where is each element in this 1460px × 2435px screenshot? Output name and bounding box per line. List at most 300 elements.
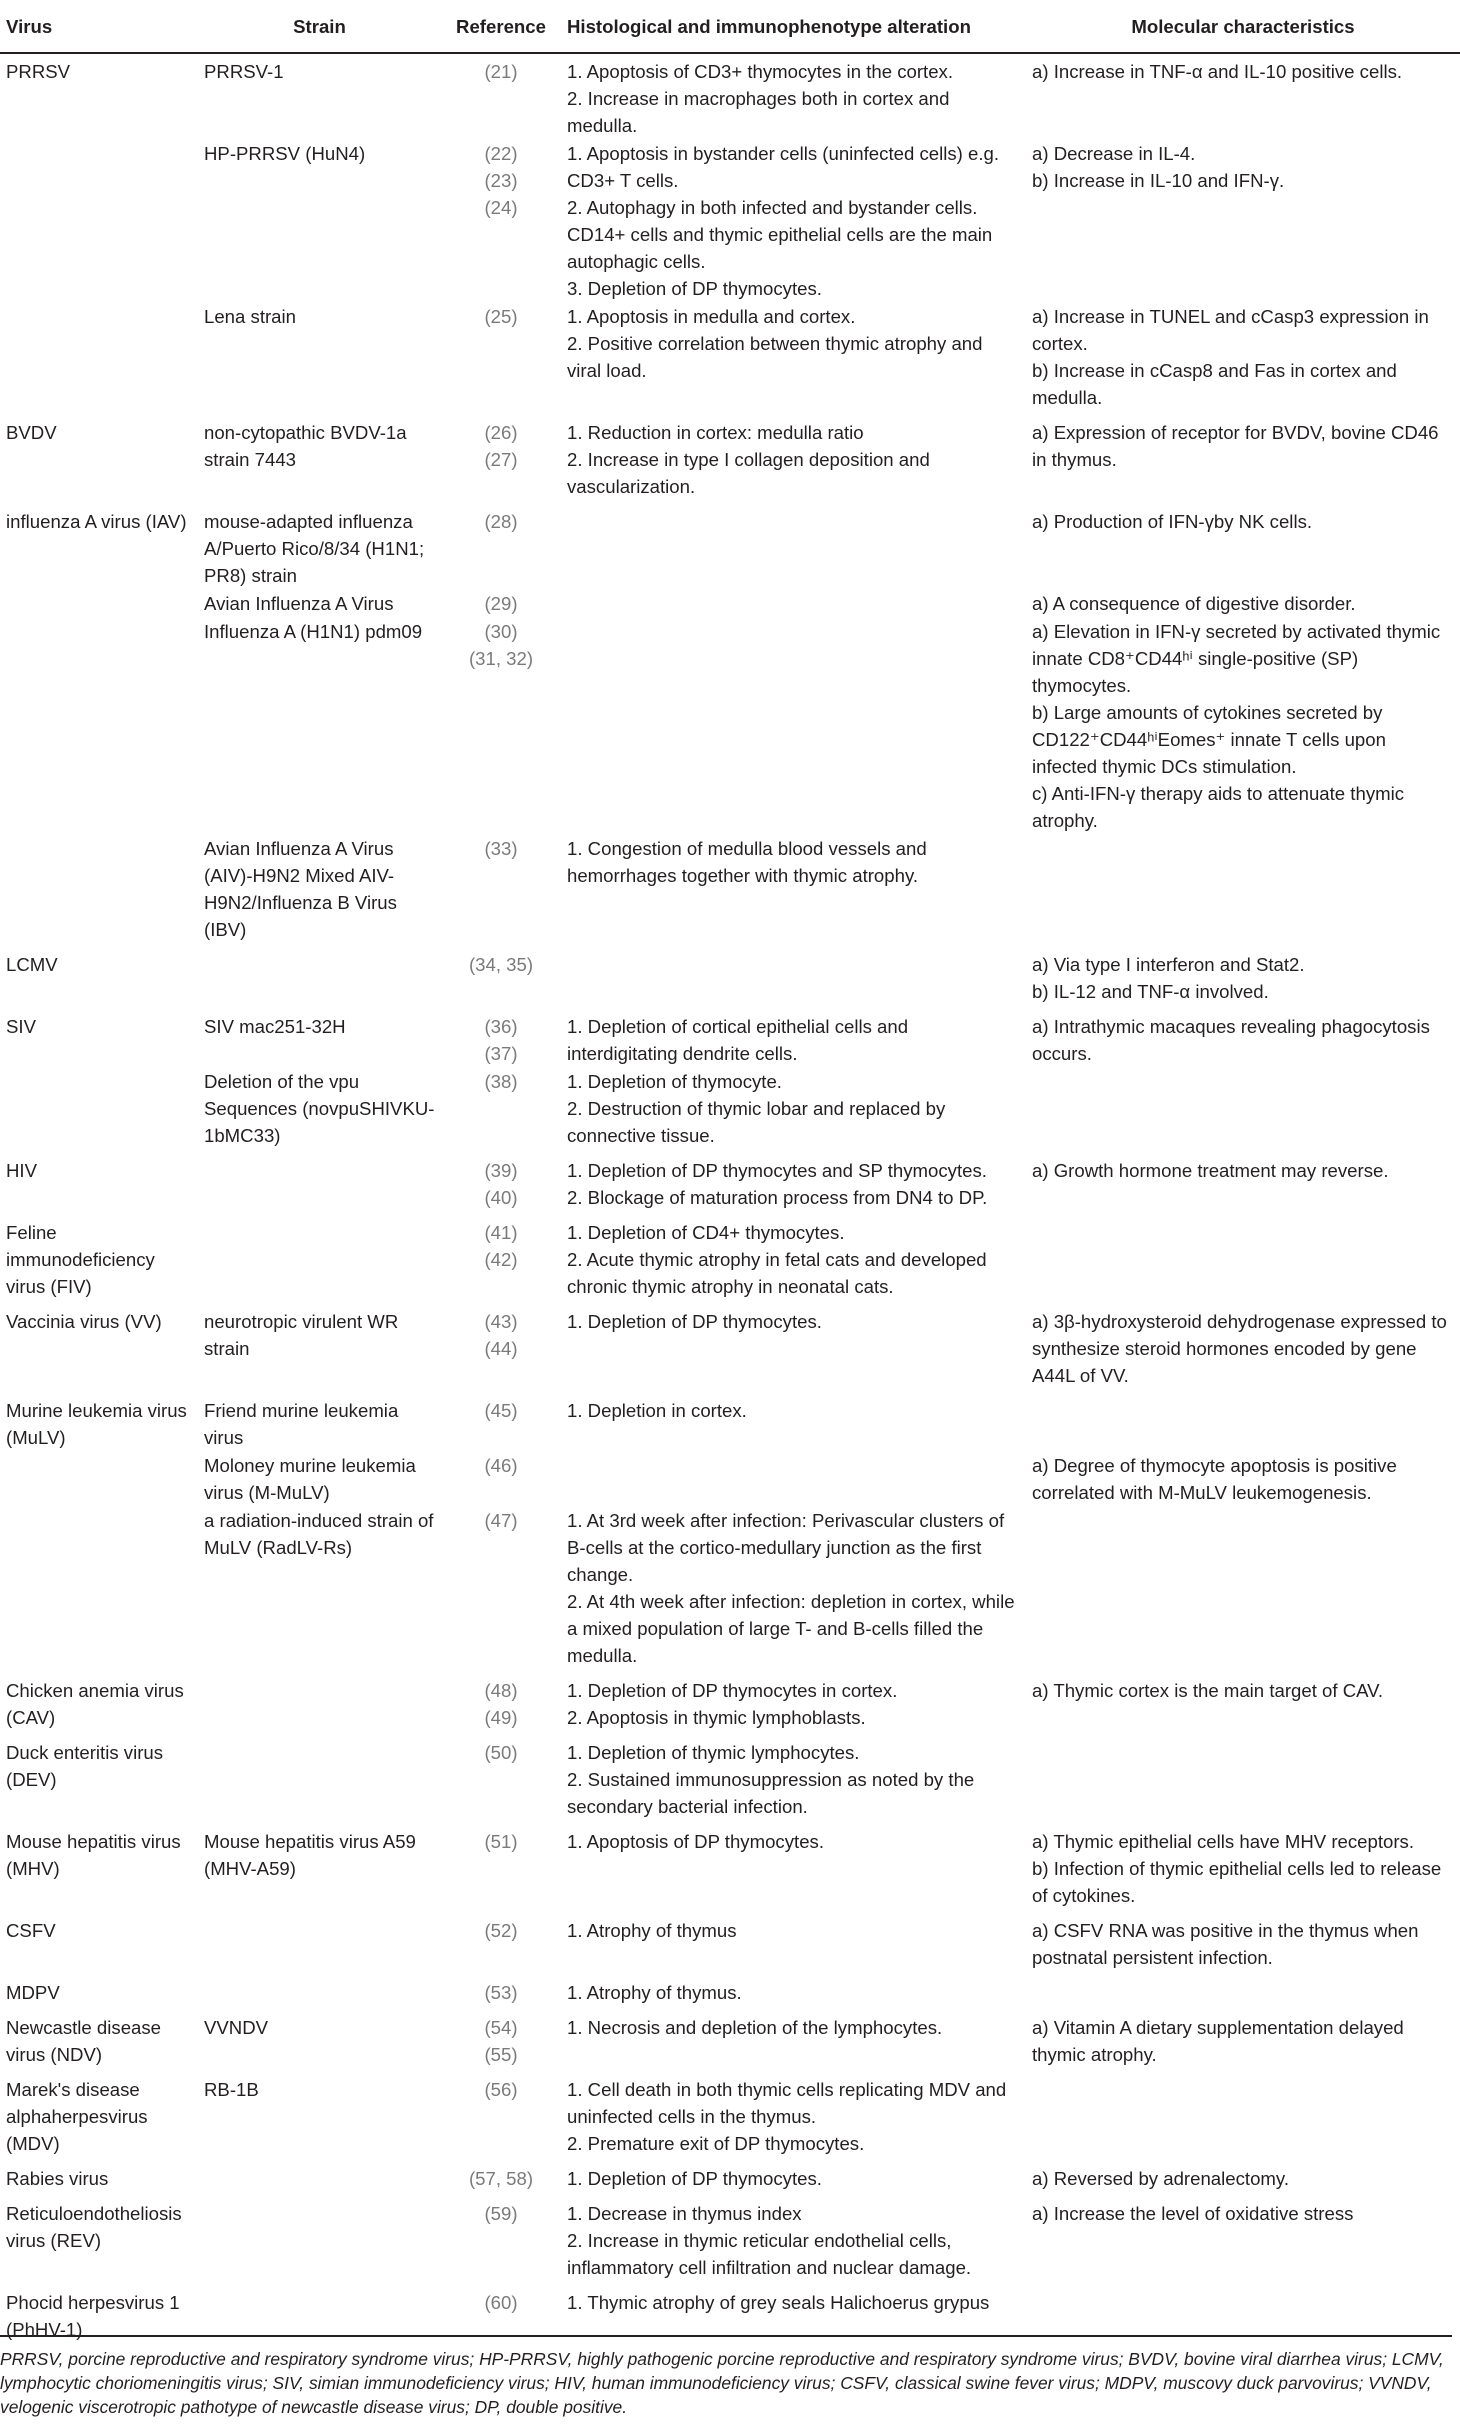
header-strain: Strain — [198, 0, 441, 53]
histology-item: 2. Positive correlation between thymic atrophy and viral load. — [567, 333, 983, 381]
reference-link[interactable]: (38) — [484, 1071, 518, 1092]
virus-cell — [0, 1149, 198, 1211]
histology-item: 1. At 3rd week after infection: Perivascular clusters of B-cells at the cortico-medullary junction as the first change. — [567, 1510, 1005, 1585]
strain-name: non-cytopathic BVDV-1a strain 7443 — [204, 422, 407, 470]
strain-name: mouse-adapted influenza A/Puerto Rico/8/34 (H1N1; PR8) strain — [204, 511, 425, 586]
strain-cell — [198, 1971, 441, 2006]
table-row — [0, 1067, 1460, 1149]
virus-name: Chicken anemia virus (CAV) — [6, 1680, 184, 1728]
strain-cell — [198, 411, 441, 500]
reference-link[interactable]: (54) — [484, 2017, 518, 2038]
histology-item: 2. Autophagy in both infected and bystander cells. CD14+ cells and thymic epithelial cells are the main autophagic cells. — [567, 197, 993, 272]
histology-item: 1. Atrophy of thymus. — [567, 1982, 742, 2003]
reference-link[interactable]: (40) — [484, 1187, 518, 1208]
table-row — [0, 1149, 1460, 1211]
reference-link[interactable]: (26) — [484, 422, 518, 443]
molecular-cell — [1026, 1731, 1460, 1820]
molecular-item: a) Thymic epithelial cells have MHV receptors. — [1032, 1831, 1415, 1852]
reference-link[interactable]: (49) — [484, 1707, 518, 1728]
virus-name: MDPV — [6, 1982, 60, 2003]
virus-name: Phocid herpesvirus 1 (PhHV-1) — [6, 2292, 180, 2340]
strain-cell — [198, 1820, 441, 1909]
reference-cell — [441, 139, 561, 302]
table-header — [0, 0, 1460, 53]
strain-name: Friend murine leukemia virus — [204, 1400, 399, 1448]
histology-cell — [561, 1909, 1026, 1971]
molecular-cell — [1026, 1389, 1460, 1451]
histology-cell — [561, 1731, 1026, 1820]
reference-cell — [441, 1909, 561, 1971]
strain-name: Deletion of the vpu Sequences (novpuSHIVKU-1bMC33) — [204, 1071, 435, 1146]
histology-cell — [561, 1971, 1026, 2006]
histology-item: 2. Sustained immunosuppression as noted by the secondary bacterial infection. — [567, 1769, 975, 1817]
histology-cell — [561, 2157, 1026, 2192]
strain-name: Avian Influenza A Virus (AIV)-H9N2 Mixed AIV-H9N2/Influenza B Virus (IBV) — [204, 838, 397, 940]
strain-cell — [198, 302, 441, 411]
strain-cell — [198, 1506, 441, 1669]
strain-cell — [198, 1300, 441, 1389]
table-row — [0, 617, 1460, 834]
histology-item: 1. Thymic atrophy of grey seals Halichoerus grypus — [567, 2292, 990, 2313]
virus-cell — [0, 1300, 198, 1389]
strain-name: Mouse hepatitis virus A59 (MHV-A59) — [204, 1831, 416, 1879]
virus-cell — [0, 1731, 198, 1820]
reference-cell — [441, 1300, 561, 1389]
reference-link[interactable]: (28) — [484, 511, 518, 532]
molecular-cell — [1026, 1669, 1460, 1731]
table-row — [0, 2192, 1460, 2281]
molecular-item: a) CSFV RNA was positive in the thymus when postnatal persistent infection. — [1032, 1920, 1419, 1968]
histology-item: 1. Atrophy of thymus — [567, 1920, 737, 1941]
histology-cell — [561, 1149, 1026, 1211]
reference-cell — [441, 302, 561, 411]
molecular-cell — [1026, 2192, 1460, 2281]
table-row — [0, 1300, 1460, 1389]
virus-cell — [0, 53, 198, 139]
header-molecular: Molecular characteristics — [1026, 0, 1460, 53]
strain-cell — [198, 1909, 441, 1971]
molecular-item: c) Anti-IFN-γ therapy aids to attenuate thymic atrophy. — [1032, 783, 1405, 831]
histology-item: 2. At 4th week after infection: depletion in cortex, while a mixed population of large T- and B-cells filled the medulla. — [567, 1591, 1015, 1666]
molecular-item: b) Increase in IL-10 and IFN-γ. — [1032, 170, 1285, 191]
molecular-item: b) Increase in cCasp8 and Fas in cortex and medulla. — [1032, 360, 1397, 408]
table-row — [0, 411, 1460, 500]
histology-cell — [561, 1300, 1026, 1389]
histology-cell — [561, 1820, 1026, 1909]
strain-cell — [198, 2281, 441, 2343]
table-row — [0, 1731, 1460, 1820]
reference-link[interactable]: (50) — [484, 1742, 518, 1763]
histology-item: 1. Apoptosis of CD3+ thymocytes in the cortex. — [567, 61, 954, 82]
reference-link[interactable]: (59) — [484, 2203, 518, 2224]
histology-item: 1. Depletion of thymocyte. — [567, 1071, 782, 1092]
strain-cell — [198, 1669, 441, 1731]
table-row — [0, 1005, 1460, 1067]
molecular-cell — [1026, 1506, 1460, 1669]
header-histology: Histological and immunophenotype alteration — [561, 0, 1026, 53]
virus-name: BVDV — [6, 422, 57, 443]
virus-cell — [0, 500, 198, 589]
histology-cell — [561, 2192, 1026, 2281]
table-body — [0, 53, 1460, 2343]
strain-cell — [198, 1731, 441, 1820]
molecular-cell — [1026, 139, 1460, 302]
molecular-item: a) Elevation in IFN-γ secreted by activated thymic innate CD8⁺CD44ʰⁱ single-positive (SP) thymocytes. — [1032, 621, 1441, 696]
reference-cell — [441, 2192, 561, 2281]
reference-cell — [441, 2006, 561, 2068]
virus-name: LCMV — [6, 954, 58, 975]
strain-cell — [198, 1005, 441, 1067]
virus-name: Feline immunodeficiency virus (FIV) — [6, 1222, 155, 1297]
molecular-cell — [1026, 1005, 1460, 1067]
reference-link[interactable]: (60) — [484, 2292, 518, 2313]
table-row — [0, 1669, 1460, 1731]
histology-item: 1. Apoptosis of DP thymocytes. — [567, 1831, 824, 1852]
virus-cell — [0, 589, 198, 617]
reference-cell — [441, 1451, 561, 1506]
molecular-cell — [1026, 1971, 1460, 2006]
strain-name: Lena strain — [204, 306, 296, 327]
reference-cell — [441, 1669, 561, 1731]
histology-cell — [561, 1389, 1026, 1451]
histology-item: 2. Increase in macrophages both in cortex and medulla. — [567, 88, 950, 136]
histology-item: 1. Necrosis and depletion of the lymphocytes. — [567, 2017, 943, 2038]
histology-item: 2. Premature exit of DP thymocytes. — [567, 2133, 865, 2154]
histology-item: 3. Depletion of DP thymocytes. — [567, 278, 822, 299]
virus-cell — [0, 1909, 198, 1971]
virus-cell — [0, 2157, 198, 2192]
histology-cell — [561, 589, 1026, 617]
strain-name: HP-PRRSV (HuN4) — [204, 143, 366, 164]
virus-cell — [0, 302, 198, 411]
molecular-cell — [1026, 1149, 1460, 1211]
histology-cell — [561, 617, 1026, 834]
molecular-item: b) Infection of thymic epithelial cells led to release of cytokines. — [1032, 1858, 1442, 1906]
virus-cell — [0, 2281, 198, 2343]
molecular-item: a) Expression of receptor for BVDV, bovine CD46 in thymus. — [1032, 422, 1439, 470]
molecular-item: a) Intrathymic macaques revealing phagocytosis occurs. — [1032, 1016, 1430, 1064]
molecular-item: a) Thymic cortex is the main target of CAV. — [1032, 1680, 1384, 1701]
histology-cell — [561, 411, 1026, 500]
reference-link[interactable]: (46) — [484, 1455, 518, 1476]
molecular-cell — [1026, 2006, 1460, 2068]
molecular-cell — [1026, 1067, 1460, 1149]
virus-name: HIV — [6, 1160, 37, 1181]
reference-link[interactable]: (56) — [484, 2079, 518, 2100]
histology-cell — [561, 2281, 1026, 2343]
table-footnote: PRRSV, porcine reproductive and respiratory syndrome virus; HP-PRRSV, highly pathogenic porcine reproductive and respiratory syndrome virus; BVDV, bovine viral diarrhea virus; LCMV, lymphocytic choriomeningitis virus; SIV, simian immunodeficiency virus; HIV, human immunodeficiency virus; CSFV, classical swine fever virus; MDPV, muscovy duck parvovirus; VVNDV, velogenic viscerotropic pathotype of newcastle disease virus; DP, double positive. — [0, 2335, 1452, 2419]
table-row — [0, 1389, 1460, 1451]
molecular-item: a) Increase in TNF-α and IL-10 positive cells. — [1032, 61, 1403, 82]
strain-cell — [198, 1451, 441, 1506]
molecular-cell — [1026, 53, 1460, 139]
histology-item: 1. Cell death in both thymic cells replicating MDV and uninfected cells in the thymus. — [567, 2079, 1007, 2127]
reference-link[interactable]: (55) — [484, 2044, 518, 2065]
histology-item: 1. Depletion of DP thymocytes. — [567, 1311, 822, 1332]
histology-cell — [561, 1067, 1026, 1149]
virus-name: Newcastle disease virus (NDV) — [6, 2017, 162, 2065]
histology-cell — [561, 2006, 1026, 2068]
histology-item: 1. Depletion of DP thymocytes and SP thymocytes. — [567, 1160, 987, 1181]
strain-cell — [198, 139, 441, 302]
histology-item: 2. Increase in type I collagen deposition and vascularization. — [567, 449, 930, 497]
table-row — [0, 589, 1460, 617]
molecular-item: a) Vitamin A dietary supplementation delayed thymic atrophy. — [1032, 2017, 1404, 2065]
histology-cell — [561, 302, 1026, 411]
molecular-cell — [1026, 2281, 1460, 2343]
virus-cell — [0, 2006, 198, 2068]
molecular-item: a) Production of IFN-γby NK cells. — [1032, 511, 1313, 532]
table-row — [0, 1909, 1460, 1971]
histology-item: 2. Blockage of maturation process from DN4 to DP. — [567, 1187, 988, 1208]
molecular-item: a) Increase in TUNEL and cCasp3 expression in cortex. — [1032, 306, 1429, 354]
histology-cell — [561, 139, 1026, 302]
reference-cell — [441, 500, 561, 589]
molecular-item: a) Degree of thymocyte apoptosis is positive correlated with M-MuLV leukemogenesis. — [1032, 1455, 1397, 1503]
strain-name: Influenza A (H1N1) pdm09 — [204, 621, 423, 642]
histology-item: 1. Depletion of DP thymocytes. — [567, 2168, 822, 2189]
virus-cell — [0, 1669, 198, 1731]
molecular-cell — [1026, 411, 1460, 500]
table-row — [0, 139, 1460, 302]
strain-cell — [198, 2068, 441, 2157]
molecular-cell — [1026, 943, 1460, 1005]
strain-cell — [198, 1389, 441, 1451]
reference-link[interactable]: (41) — [484, 1222, 518, 1243]
molecular-item: a) Via type I interferon and Stat2. — [1032, 954, 1305, 975]
molecular-cell — [1026, 1820, 1460, 1909]
molecular-item: b) IL-12 and TNF-α involved. — [1032, 981, 1269, 1002]
reference-cell — [441, 53, 561, 139]
virus-cell — [0, 943, 198, 1005]
strain-name: RB-1B — [204, 2079, 259, 2100]
reference-link[interactable]: (51) — [484, 1831, 518, 1852]
reference-cell — [441, 943, 561, 1005]
reference-cell — [441, 1731, 561, 1820]
molecular-cell — [1026, 834, 1460, 943]
table-row — [0, 500, 1460, 589]
reference-link[interactable]: (45) — [484, 1400, 518, 1421]
molecular-cell — [1026, 589, 1460, 617]
reference-link[interactable]: (33) — [484, 838, 518, 859]
reference-cell — [441, 1005, 561, 1067]
strain-name: PRRSV-1 — [204, 61, 284, 82]
reference-link[interactable]: (44) — [484, 1338, 518, 1359]
histology-item: 1. Decrease in thymus index — [567, 2203, 802, 2224]
virus-cell — [0, 1820, 198, 1909]
virus-name: Vaccinia virus (VV) — [6, 1311, 162, 1332]
virus-cell — [0, 1067, 198, 1149]
molecular-item: a) Increase the level of oxidative stress — [1032, 2203, 1354, 2224]
virus-cell — [0, 834, 198, 943]
virus-name: SIV — [6, 1016, 36, 1037]
reference-cell — [441, 1506, 561, 1669]
reference-link[interactable]: (57, 58) — [468, 2168, 534, 2189]
histology-cell — [561, 1506, 1026, 1669]
reference-link[interactable]: (29) — [484, 593, 518, 614]
virus-name: influenza A virus (IAV) — [6, 511, 187, 532]
molecular-item: a) Decrease in IL-4. — [1032, 143, 1196, 164]
reference-link[interactable]: (43) — [484, 1311, 518, 1332]
strain-cell — [198, 500, 441, 589]
virus-cell — [0, 1005, 198, 1067]
virus-cell — [0, 411, 198, 500]
histology-item: 1. Depletion of CD4+ thymocytes. — [567, 1222, 845, 1243]
reference-link[interactable]: (42) — [484, 1249, 518, 1270]
histology-cell — [561, 1211, 1026, 1300]
reference-link[interactable]: (22) — [484, 143, 518, 164]
strain-cell — [198, 617, 441, 834]
virus-cell — [0, 1506, 198, 1669]
virus-cell — [0, 2068, 198, 2157]
reference-link[interactable]: (53) — [484, 1982, 518, 2003]
virus-name: Reticuloendotheliosis virus (REV) — [6, 2203, 182, 2251]
virus-name: Marek's disease alphaherpesvirus (MDV) — [6, 2079, 148, 2154]
reference-link[interactable]: (37) — [484, 1043, 518, 1064]
strain-name: VVNDV — [204, 2017, 269, 2038]
virus-name: PRRSV — [6, 61, 71, 82]
virus-cell — [0, 2192, 198, 2281]
histology-item: 2. Increase in thymic reticular endothelial cells, inflammatory cell infiltration and nuclear damage. — [567, 2230, 972, 2278]
molecular-item: b) Large amounts of cytokines secreted by CD122⁺CD44ʰⁱEomes⁺ innate T cells upon infected thymic DCs stimulation. — [1032, 702, 1386, 777]
virus-name: Duck enteritis virus (DEV) — [6, 1742, 164, 1790]
header-reference: Reference — [441, 0, 561, 53]
virus-name: Murine leukemia virus (MuLV) — [6, 1400, 187, 1448]
strain-cell — [198, 1149, 441, 1211]
table-row — [0, 2281, 1460, 2343]
strain-name: Avian Influenza A Virus — [204, 593, 394, 614]
molecular-cell — [1026, 1300, 1460, 1389]
reference-link[interactable]: (31, 32) — [468, 648, 534, 669]
reference-cell — [441, 2068, 561, 2157]
reference-link[interactable]: (25) — [484, 306, 518, 327]
histology-cell — [561, 1005, 1026, 1067]
table-row — [0, 1451, 1460, 1506]
reference-cell — [441, 2157, 561, 2192]
histology-cell — [561, 1669, 1026, 1731]
histology-item: 1. Depletion of DP thymocytes in cortex. — [567, 1680, 898, 1701]
reference-link[interactable]: (48) — [484, 1680, 518, 1701]
histology-cell — [561, 834, 1026, 943]
molecular-cell — [1026, 1451, 1460, 1506]
histology-item: 1. Depletion in cortex. — [567, 1400, 747, 1421]
strain-cell — [198, 2006, 441, 2068]
molecular-cell — [1026, 1909, 1460, 1971]
histology-cell — [561, 53, 1026, 139]
strain-cell — [198, 834, 441, 943]
reference-cell — [441, 589, 561, 617]
table-row — [0, 1506, 1460, 1669]
reference-cell — [441, 834, 561, 943]
molecular-item: a) 3β-hydroxysteroid dehydrogenase expressed to synthesize steroid hormones encoded by gene A44L of VV. — [1032, 1311, 1447, 1386]
reference-link[interactable]: (39) — [484, 1160, 518, 1181]
reference-link[interactable]: (36) — [484, 1016, 518, 1037]
reference-cell — [441, 1820, 561, 1909]
molecular-cell — [1026, 1211, 1460, 1300]
table-row — [0, 1820, 1460, 1909]
table-row — [0, 2068, 1460, 2157]
molecular-item: a) Reversed by adrenalectomy. — [1032, 2168, 1289, 2189]
reference-cell — [441, 1067, 561, 1149]
reference-cell — [441, 1149, 561, 1211]
reference-cell — [441, 1211, 561, 1300]
strain-cell — [198, 1067, 441, 1149]
molecular-item: a) A consequence of digestive disorder. — [1032, 593, 1356, 614]
histology-item: 1. Reduction in cortex: medulla ratio — [567, 422, 864, 443]
strain-cell — [198, 943, 441, 1005]
header-virus: Virus — [0, 0, 198, 53]
table-row — [0, 834, 1460, 943]
virus-name: Mouse hepatitis virus (MHV) — [6, 1831, 181, 1879]
reference-link[interactable]: (47) — [484, 1510, 518, 1531]
reference-cell — [441, 1389, 561, 1451]
histology-item: 1. Depletion of thymic lymphocytes. — [567, 1742, 860, 1763]
reference-link[interactable]: (21) — [484, 61, 518, 82]
virus-cell — [0, 139, 198, 302]
histology-cell — [561, 943, 1026, 1005]
molecular-cell — [1026, 302, 1460, 411]
molecular-cell — [1026, 2157, 1460, 2192]
histology-cell — [561, 2068, 1026, 2157]
histology-item: 2. Destruction of thymic lobar and replaced by connective tissue. — [567, 1098, 946, 1146]
strain-name: SIV mac251-32H — [204, 1016, 346, 1037]
molecular-cell — [1026, 617, 1460, 834]
virus-cell — [0, 1389, 198, 1451]
reference-link[interactable]: (52) — [484, 1920, 518, 1941]
virus-cell — [0, 617, 198, 834]
virus-cell — [0, 1971, 198, 2006]
molecular-cell — [1026, 2068, 1460, 2157]
table-row — [0, 53, 1460, 139]
reference-link[interactable]: (34, 35) — [468, 954, 534, 975]
molecular-cell — [1026, 500, 1460, 589]
table-row — [0, 2006, 1460, 2068]
reference-cell — [441, 1971, 561, 2006]
strain-name: Moloney murine leukemia virus (M-MuLV) — [204, 1455, 416, 1503]
reference-cell — [441, 411, 561, 500]
histology-cell — [561, 500, 1026, 589]
table-row — [0, 1211, 1460, 1300]
molecular-item: a) Growth hormone treatment may reverse. — [1032, 1160, 1389, 1181]
histology-item: 2. Acute thymic atrophy in fetal cats and developed chronic thymic atrophy in neonatal cats. — [567, 1249, 987, 1297]
histology-cell — [561, 1451, 1026, 1506]
strain-cell — [198, 1211, 441, 1300]
table-row — [0, 302, 1460, 411]
histology-item: 1. Apoptosis in medulla and cortex. — [567, 306, 856, 327]
reference-link[interactable]: (30) — [484, 621, 518, 642]
histology-item: 1. Congestion of medulla blood vessels and hemorrhages together with thymic atrophy. — [567, 838, 927, 886]
virus-name: Rabies virus — [6, 2168, 109, 2189]
virus-name: CSFV — [6, 1920, 56, 1941]
virus-cell — [0, 1451, 198, 1506]
histology-item: 1. Apoptosis in bystander cells (uninfected cells) e.g. CD3+ T cells. — [567, 143, 1000, 191]
reference-link[interactable]: (27) — [484, 449, 518, 470]
reference-link[interactable]: (23) — [484, 170, 518, 191]
strain-cell — [198, 2192, 441, 2281]
virus-cell — [0, 1211, 198, 1300]
table-row — [0, 943, 1460, 1005]
strain-name: neurotropic virulent WR strain — [204, 1311, 399, 1359]
reference-cell — [441, 2281, 561, 2343]
reference-link[interactable]: (24) — [484, 197, 518, 218]
histology-item: 2. Apoptosis in thymic lymphoblasts. — [567, 1707, 866, 1728]
reference-cell — [441, 617, 561, 834]
strain-name: a radiation-induced strain of MuLV (RadLV-Rs) — [204, 1510, 434, 1558]
table-row — [0, 2157, 1460, 2192]
strain-cell — [198, 2157, 441, 2192]
histology-item: 1. Depletion of cortical epithelial cells and interdigitating dendrite cells. — [567, 1016, 909, 1064]
strain-cell — [198, 589, 441, 617]
